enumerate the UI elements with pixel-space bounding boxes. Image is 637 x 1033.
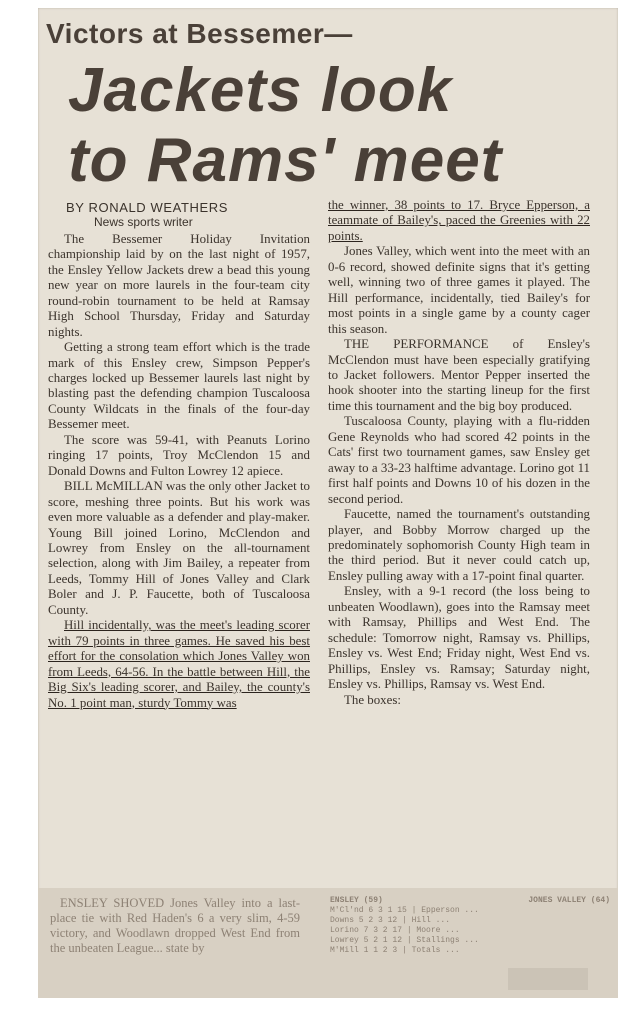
paragraph: Jones Valley, which went into the meet with an 0-6 record, showed definite signs that it's getting well, winning two of three games it played. The Hill performance, incidentally, tied Bailey's for most points in a single game by a county cager this season. (328, 244, 590, 336)
box-score-row: Lowrey 5 2 1 12 | Stallings ... (330, 936, 479, 945)
right-column (328, 198, 590, 708)
paragraph-continued: the winner, 38 points to 17. Bryce Epperson, a teammate of Bailey's, paced the Greenies with 22 points. (328, 198, 590, 243)
paragraph: THE PERFORMANCE of Ensley's McClendon must have been especially gratifying to Jacket followers. Mentor Pepper inserted the hook shooter into the starting lineup for the first time this tournament and the big boy produced. (328, 337, 590, 413)
byline-title: News sports writer (94, 215, 193, 230)
left-column (48, 198, 310, 711)
box-score-row: Lorino 7 3 2 17 | Moore ... (330, 926, 460, 935)
box-score-header (330, 896, 610, 906)
box-score (330, 896, 610, 956)
paragraph-underlined: Hill incidentally, was the meet's leading scorer with 79 points in three games. He saved his best effort for the consolation which Jones Valley won from Leeds, 64-56. In the battle between Hill, the Big Six's leading scorer, and Bailey, the county's No. 1 point man, sturdy Tommy was (48, 618, 310, 710)
paragraph: Tuscaloosa County, playing with a flu-ridden Gene Reynolds who had scored 42 points in the Cats' first two tournament games, saw Ensley get away to a 33-23 halftime advantage. Lorino got 11 first half points and Downs 10 of his dozen in the second period. (328, 414, 590, 506)
box-score-row: M'Cl'nd 6 3 1 15 | Epperson ... (330, 906, 479, 915)
headline (68, 56, 502, 196)
headline-line-2: to Rams' meet (68, 126, 503, 195)
paragraph: The score was 59-41, with Peanuts Lorino ringing 17 points, Troy McClendon 15 and Donald Downs and Fulton Lowrey 12 apiece. (48, 432, 310, 478)
paragraph: Getting a strong team effort which is the trade mark of this Ensley crew, Simpson Pepper's charges locked up Bessemer laurels last night by blasting past the defending champion Tuscaloosa County Wildcats in the finals of the four-day Bessemer meet. (48, 340, 310, 432)
newspaper-clipping (38, 8, 618, 998)
box-score-team-left: ENSLEY (59) (330, 896, 383, 905)
sidebar-story (50, 896, 300, 956)
paragraph: BILL McMILLAN was the only other Jacket to score, meshing three points. But his work was even more valuable as a defender and play-maker. Young Bill joined Lorino, McClendon and Lowrey from Ensley on the all-tournament selection, along with Jim Bailey, a repeater from Leeds, Tommy Hill of Jones Valley and Clark Boler and J. P. Faucette, both of Tuscaloosa County. (48, 479, 310, 617)
box-score-row: M'Mill 1 1 2 3 | Totals ... (330, 946, 460, 955)
torn-patch (508, 968, 588, 990)
faded-lower-section (38, 888, 618, 998)
paragraph: Ensley, with a 9-1 record (the loss being to unbeaten Woodlawn), goes into the Ramsay meet with Ramsay, Phillips and West End. The schedule: Tomorrow night, Ramsay vs. Phillips, Ensley vs. West End; Friday night, West End vs. Phillips, Ensley vs. Ramsay; Saturday night, Ensley vs. Phillips, Ramsay vs. West End. (328, 584, 590, 692)
box-score-row: Downs 5 2 3 12 | Hill ... (330, 916, 451, 925)
paragraph: Faucette, named the tournament's outstanding player, and Bobby Morrow charged up the predominately sophomorish County High team in the third period. But it never could catch up, Ensley pulling away with a 17-point final quarter. (328, 507, 590, 583)
headline-line-1: Jackets look (68, 56, 453, 125)
kicker: Victors at Bessemer— (46, 18, 353, 49)
byline: BY RONALD WEATHERS (66, 200, 229, 215)
paragraph: The Bessemer Holiday Invitation championship laid by on the last night of 1957, the Ensley Yellow Jackets drew a bead this young new year on more laurels in the four-team city round-robin tournament to be held at Ramsay High School Thursday, Friday and Saturday nights. (48, 231, 310, 339)
box-score-team-right: JONES VALLEY (64) (528, 896, 610, 905)
paragraph: The boxes: (344, 692, 401, 707)
sidebar-text: ENSLEY SHOVED Jones Valley into a last-place tie with Red Haden's 6 a very slim, 4-59 victory, and Woodlawn dropped West End from the unbeaten League... state by (50, 896, 300, 955)
